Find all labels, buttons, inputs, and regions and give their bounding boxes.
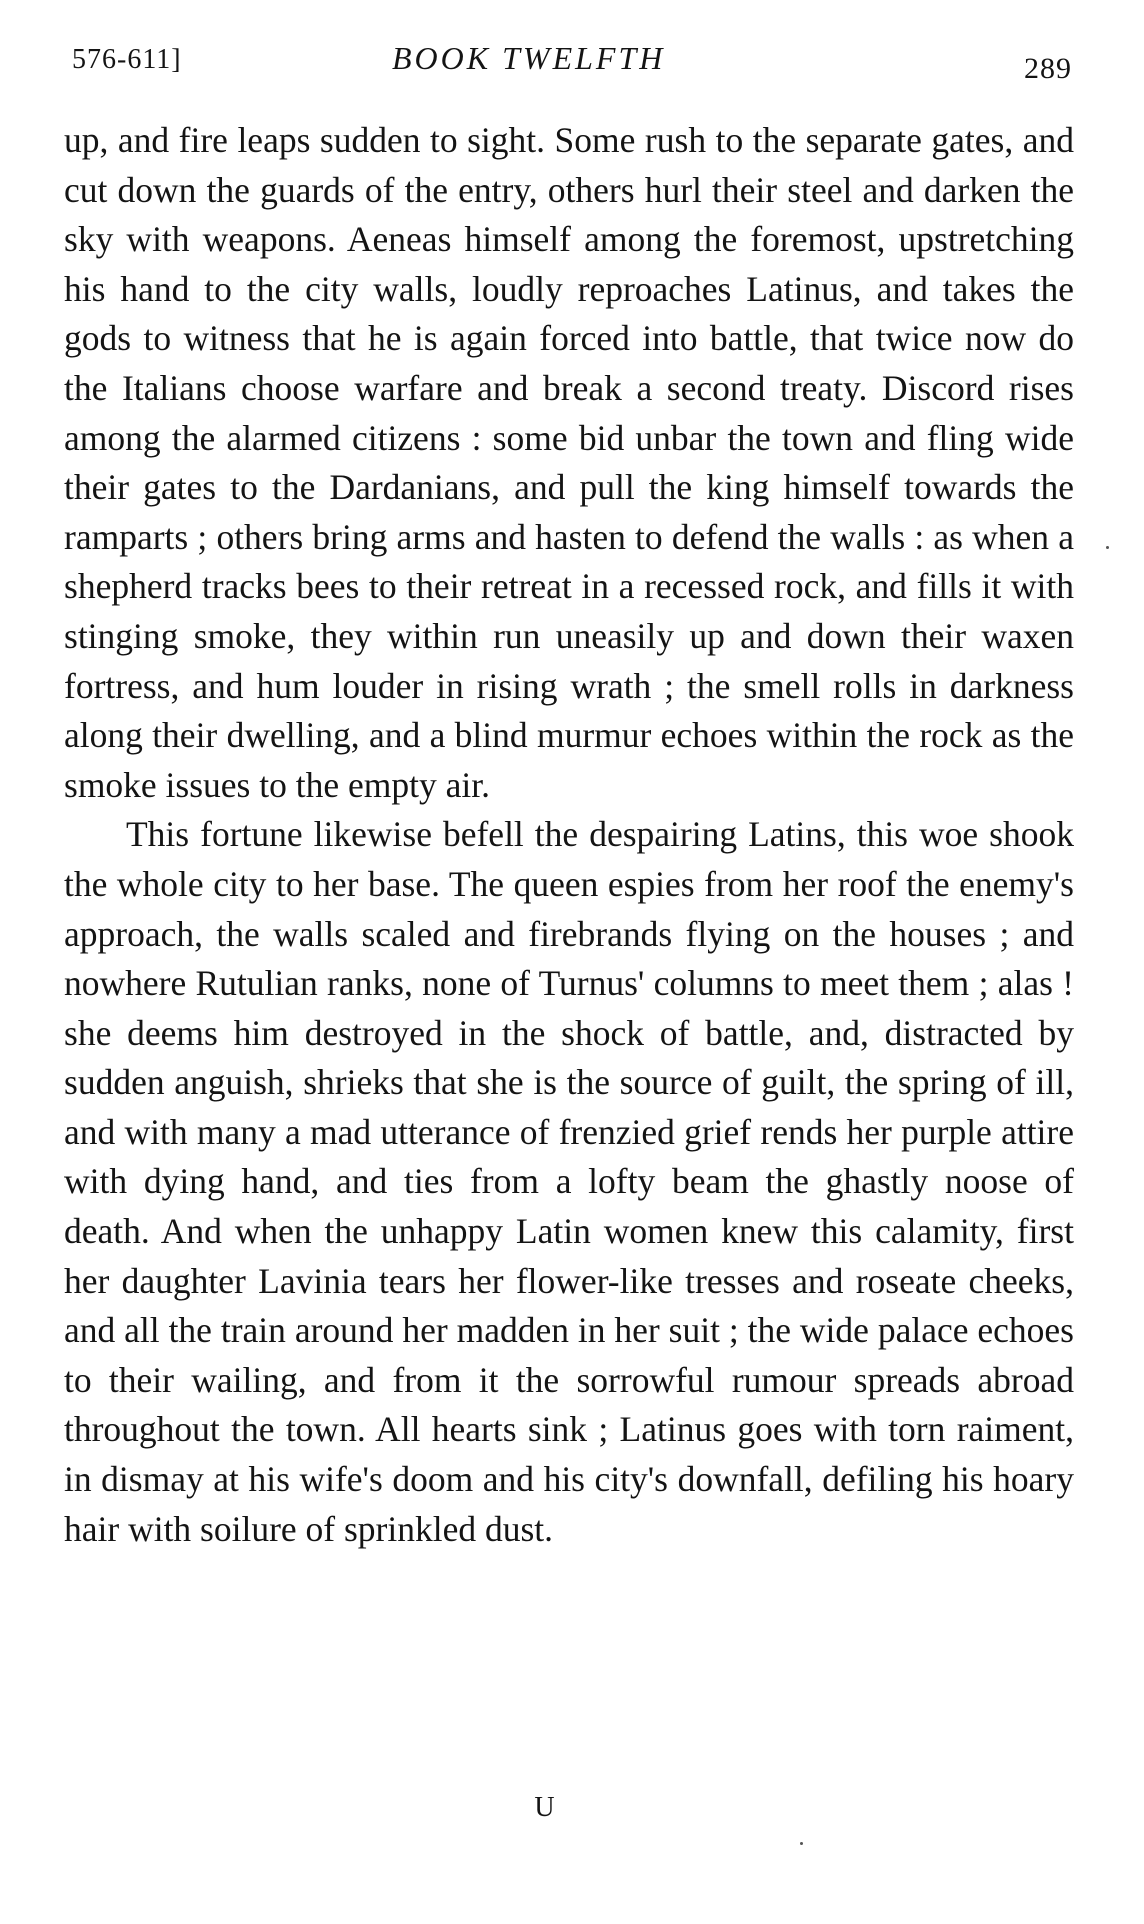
page-number: 289 (1024, 52, 1072, 85)
book-title: BOOK TWELFTH (392, 40, 666, 76)
signature-mark: U (534, 1792, 556, 1823)
paragraph: This fortune likewise befell the despairing Latins, this woe shook the whole city to her base. The queen espies from her roof the enemy's approach, the walls scaled and firebrands flying on the houses ; and nowhere Rutulian ranks, none of Turnus' columns to meet them ; alas ! she deems him destroyed in the shock of battle, and, distracted by sudden anguish, shrieks that she is the source of guilt, the spring of ill, and with many a mad utterance of frenzied grief rends her purple attire with dying hand, and ties from a lofty beam the ghastly noose of death. And when the unhappy Latin women knew this calamity, first her daughter Lavinia tears her flower-like tresses and roseate cheeks, and all the train around her madden in her suit ; the wide palace echoes to their wailing, and from it the sorrowful rumour spreads abroad throughout the town. All hearts sink ; Latinus goes with torn raiment, in dismay at his wife's doom and his city's downfall, defiling his hoary hair with soilure of sprinkled dust. (64, 814, 1074, 1549)
line-range: 576-611] (72, 44, 182, 75)
print-speck (1106, 546, 1109, 549)
running-head (72, 38, 1072, 88)
paragraph: up, and fire leaps sudden to sight. Some rush to the separate gates, and cut down the guards of the entry, others hurl their steel and darken the sky with weapons. Aeneas himself among the foremost, upstretching his hand to the city walls, loudly reproaches Latinus, and takes the gods to witness that he is again forced into battle, that twice now do the Italians choose warfare and break a second treaty. Discord rises among the alarmed citizens : some bid unbar the town and fling wide their gates to the Dardanians, and pull the king himself towards the ramparts ; others bring arms and hasten to defend the walls : as when a shepherd tracks bees to their retreat in a recessed rock, and fills it with stinging smoke, they within run uneasily up and down their waxen fortress, and hum louder in rising wrath ; the smell rolls in darkness along their dwelling, and a blind murmur echoes within the rock as the smoke issues to the empty air. (64, 120, 1074, 805)
print-speck (800, 1842, 803, 1845)
body-text (64, 116, 1074, 1554)
